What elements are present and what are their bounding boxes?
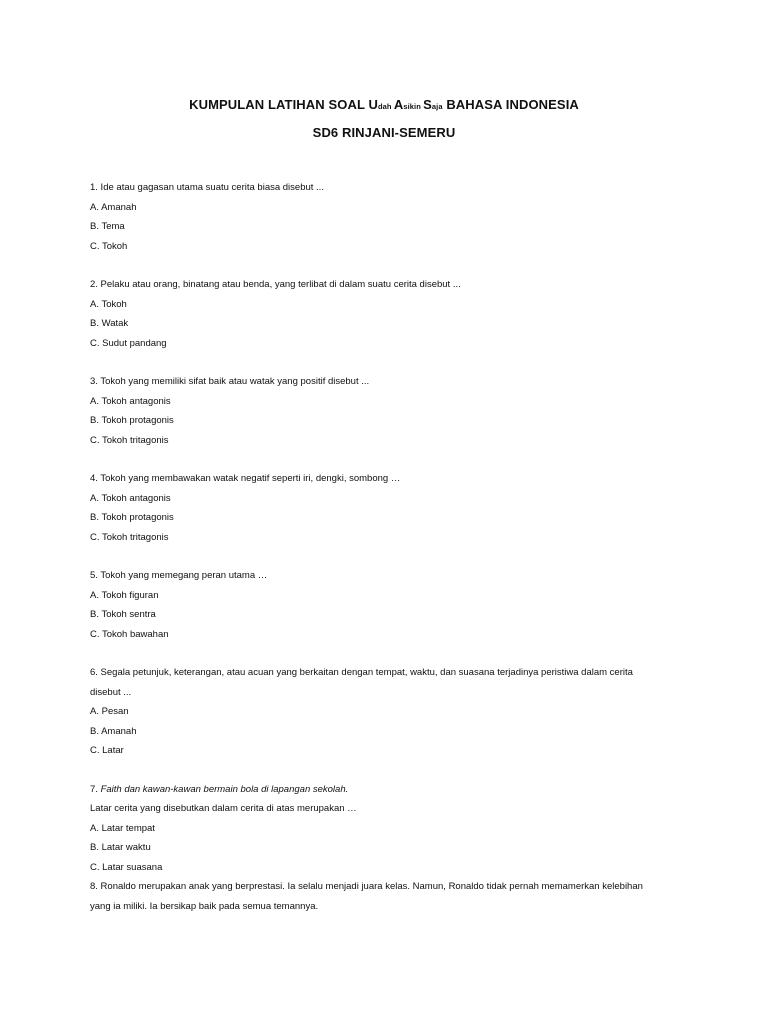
question-4 [90, 469, 690, 547]
document-subtitle: SD6 RINJANI-SEMERU [312, 125, 456, 140]
option-b: B. Latar waktu [90, 842, 151, 853]
question-number: 7. [90, 783, 101, 795]
option-b: B. Tema [90, 221, 125, 232]
question-7 [90, 780, 690, 878]
option-b: B. Tokoh protagonis [90, 415, 174, 426]
question-6 [90, 663, 690, 761]
question-3 [90, 372, 690, 450]
option-b: B. Tokoh sentra [90, 609, 156, 620]
question-stem-line-2: disebut ... [90, 686, 132, 698]
option-c: C. Tokoh [90, 240, 128, 252]
title-subscript-aja: aja [431, 102, 443, 111]
question-stem-line-1: 8. Ronaldo merupakan anak yang berprestasi. Ia selalu menjadi juara kelas. Namun, Ronaldo tidak pernah memamerkan kelebihan [90, 881, 643, 892]
title-subject: BAHASA INDONESIA [442, 97, 579, 112]
question-stem: 1. Ide atau gagasan utama suatu cerita biasa disebut ... [90, 182, 324, 193]
question-list [90, 178, 690, 916]
question-5 [90, 566, 690, 644]
question-1 [90, 178, 690, 256]
option-c: C. Latar suasana [90, 861, 163, 873]
question-2 [90, 275, 690, 353]
option-b: B. Watak [90, 318, 129, 329]
question-stem-line-1: 6. Segala petunjuk, keterangan, atau acuan yang berkaitan dengan tempat, waktu, dan suasana terjadinya peristiwa dalam cerita [90, 667, 633, 678]
option-c: C. Latar [90, 745, 124, 756]
question-stem: 3. Tokoh yang memiliki sifat baik atau watak yang positif disebut ... [90, 376, 370, 387]
question-stem: 2. Pelaku atau orang, binatang atau benda, yang terlibat di dalam suatu cerita disebut ... [90, 279, 461, 290]
question-passage [90, 780, 690, 800]
title-initial-a: A [393, 97, 404, 112]
option-c: C. Tokoh tritagonis [90, 434, 169, 446]
option-a: A. Tokoh antagonis [90, 492, 171, 504]
option-a: A. Latar tempat [90, 822, 155, 834]
question-8 [90, 877, 690, 916]
title-text: KUMPULAN LATIHAN SOAL [189, 97, 369, 112]
question-stem: 4. Tokoh yang membawakan watak negatif seperti iri, dengki, sombong … [90, 473, 401, 484]
option-a: A. Tokoh antagonis [90, 395, 171, 407]
option-b: B. Tokoh protagonis [90, 512, 174, 523]
question-stem: 5. Tokoh yang memegang peran utama … [90, 570, 268, 581]
option-a: A. Pesan [90, 706, 129, 717]
title-subscript-sikin: sikin [403, 102, 424, 111]
option-a: A. Tokoh figuran [90, 589, 159, 601]
option-a: A. Amanah [90, 201, 137, 213]
passage-text: Faith dan kawan-kawan bermain bola di lapangan sekolah. [100, 783, 349, 795]
option-c: C. Tokoh tritagonis [90, 531, 169, 543]
title-subscript-dah: dah [377, 102, 394, 111]
option-b: B. Amanah [90, 725, 137, 737]
question-stem: Latar cerita yang disebutkan dalam cerita di atas merupakan … [90, 803, 357, 814]
option-a: A. Tokoh [90, 298, 127, 310]
title-initial-u: U [368, 97, 378, 112]
option-c: C. Sudut pandang [90, 337, 167, 349]
option-c: C. Tokoh bawahan [90, 628, 169, 640]
question-stem-line-2: yang ia miliki. Ia bersikap baik pada semua temannya. [90, 900, 319, 912]
title-initial-s: S [423, 97, 432, 112]
document-title [0, 97, 768, 112]
